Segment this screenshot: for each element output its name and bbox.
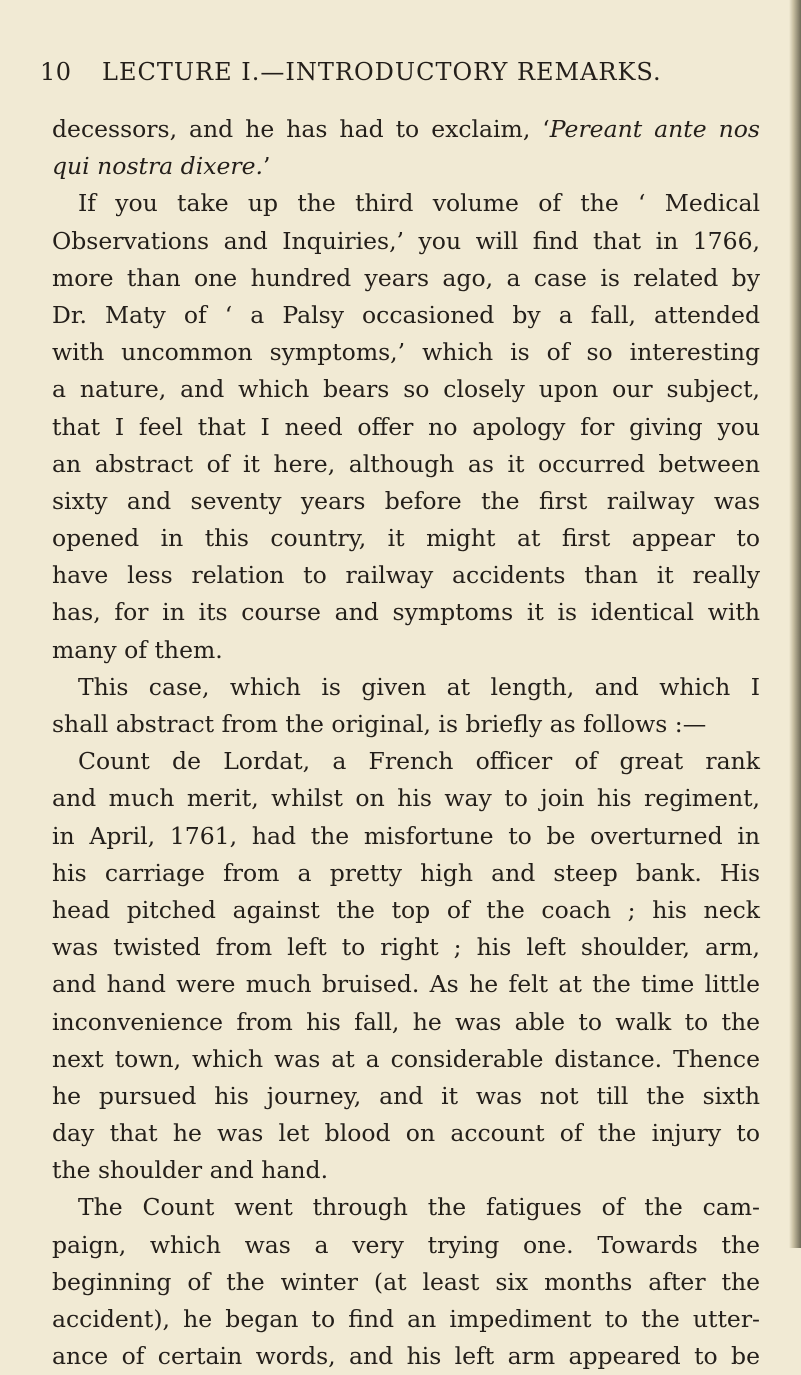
text-line <box>52 1041 760 1078</box>
text-run: the shoulder and hand. <box>52 1156 329 1185</box>
text-run: beginning of the winter (at least six months after the <box>52 1267 760 1296</box>
text-line <box>52 818 760 855</box>
text-run: his carriage from a pretty high and steep bank. His <box>52 858 760 887</box>
text-line <box>52 1338 760 1375</box>
text-line <box>52 966 760 1003</box>
running-header <box>40 58 760 90</box>
text-run: and hand were much bruised. As he felt at the time little <box>52 970 760 999</box>
text-line <box>52 1115 760 1152</box>
text-line <box>52 892 760 929</box>
text-run: Dr. Maty of ‘ a Palsy occasioned by a fall, attended <box>52 300 760 329</box>
text-run: accident), he began to find an impediment to the utter- <box>52 1305 760 1333</box>
text-run: many of them. <box>52 635 223 664</box>
text-run: head pitched against the top of the coach ; his neck <box>52 895 760 924</box>
text-line <box>52 855 760 892</box>
text-run: next town, which was at a considerable distance. Thence <box>52 1044 760 1073</box>
text-line <box>52 929 760 966</box>
text-run: he pursued his journey, and it was not till the sixth <box>52 1081 760 1110</box>
running-title: LECTURE I.—INTRODUCTORY REMARKS. <box>102 58 662 86</box>
text-run: If you take up the third volume of the ‘ Medical <box>78 189 760 218</box>
text-line <box>52 1189 760 1226</box>
text-line <box>52 1227 760 1264</box>
text-line <box>52 1078 760 1115</box>
text-line <box>52 780 760 817</box>
text-line <box>52 520 760 557</box>
italic-text: qui nostra dixere. <box>52 152 263 181</box>
text-run: have less relation to railway accidents than it really <box>52 561 760 590</box>
text-run: and much merit, whilst on his way to join his regiment, <box>52 784 760 813</box>
page-number: 10 <box>40 58 72 86</box>
text-line <box>52 706 760 743</box>
text-run: The Count went through the fatigues of the cam- <box>78 1193 760 1222</box>
text-line <box>52 409 760 446</box>
text-line <box>52 185 760 222</box>
page-edge <box>789 0 801 1248</box>
text-run: has, for in its course and symptoms it is identical with <box>52 598 760 627</box>
text-line <box>52 260 760 297</box>
text-run: ’ <box>263 152 271 181</box>
text-run: a nature, and which bears so closely upon our subject, <box>52 375 760 404</box>
text-run: paign, which was a very trying one. Towards the <box>52 1230 760 1259</box>
text-line <box>52 1004 760 1041</box>
text-line <box>52 1264 760 1301</box>
text-line <box>52 632 760 669</box>
text-run: more than one hundred years ago, a case is related by <box>52 263 760 292</box>
text-line <box>52 1152 760 1189</box>
text-run: opened in this country, it might at first appear to <box>52 524 760 553</box>
text-line <box>52 483 760 520</box>
italic-text: Pereant ante nos <box>549 115 760 143</box>
text-run: sixty and seventy years before the first railway was <box>52 486 760 515</box>
text-run: shall abstract from the original, is briefly as follows :— <box>52 710 707 738</box>
text-run: This case, which is given at length, and which I <box>78 672 760 701</box>
text-line <box>52 297 760 334</box>
text-line <box>52 743 760 780</box>
text-line <box>52 111 760 148</box>
text-line <box>52 1301 760 1338</box>
text-run: inconvenience from his fall, he was able to walk to the <box>52 1007 760 1036</box>
text-run: an abstract of it here, although as it occurred between <box>52 449 760 478</box>
text-run: was twisted from left to right ; his left shoulder, arm, <box>52 933 760 962</box>
text-line <box>52 371 760 408</box>
text-line <box>52 446 760 483</box>
text-line <box>52 148 760 185</box>
text-run: ance of certain words, and his left arm appeared to be <box>52 1342 760 1371</box>
text-run: that I feel that I need offer no apology for giving you <box>52 412 760 441</box>
text-line <box>52 557 760 594</box>
text-line <box>52 669 760 706</box>
text-run: Count de Lordat, a French officer of great rank <box>78 747 760 776</box>
text-run: day that he was let blood on account of the injury to <box>52 1119 760 1148</box>
text-line <box>52 594 760 631</box>
text-line <box>52 334 760 371</box>
text-run: Observations and Inquiries,’ you will find that in 1766, <box>52 226 760 255</box>
body-text <box>52 111 760 1375</box>
text-run: with uncommon symptoms,’ which is of so interesting <box>52 338 760 367</box>
text-run: decessors, and he has had to exclaim, ‘ <box>52 115 550 143</box>
text-run: in April, 1761, had the misfortune to be overturned in <box>52 821 760 850</box>
text-line <box>52 223 760 260</box>
